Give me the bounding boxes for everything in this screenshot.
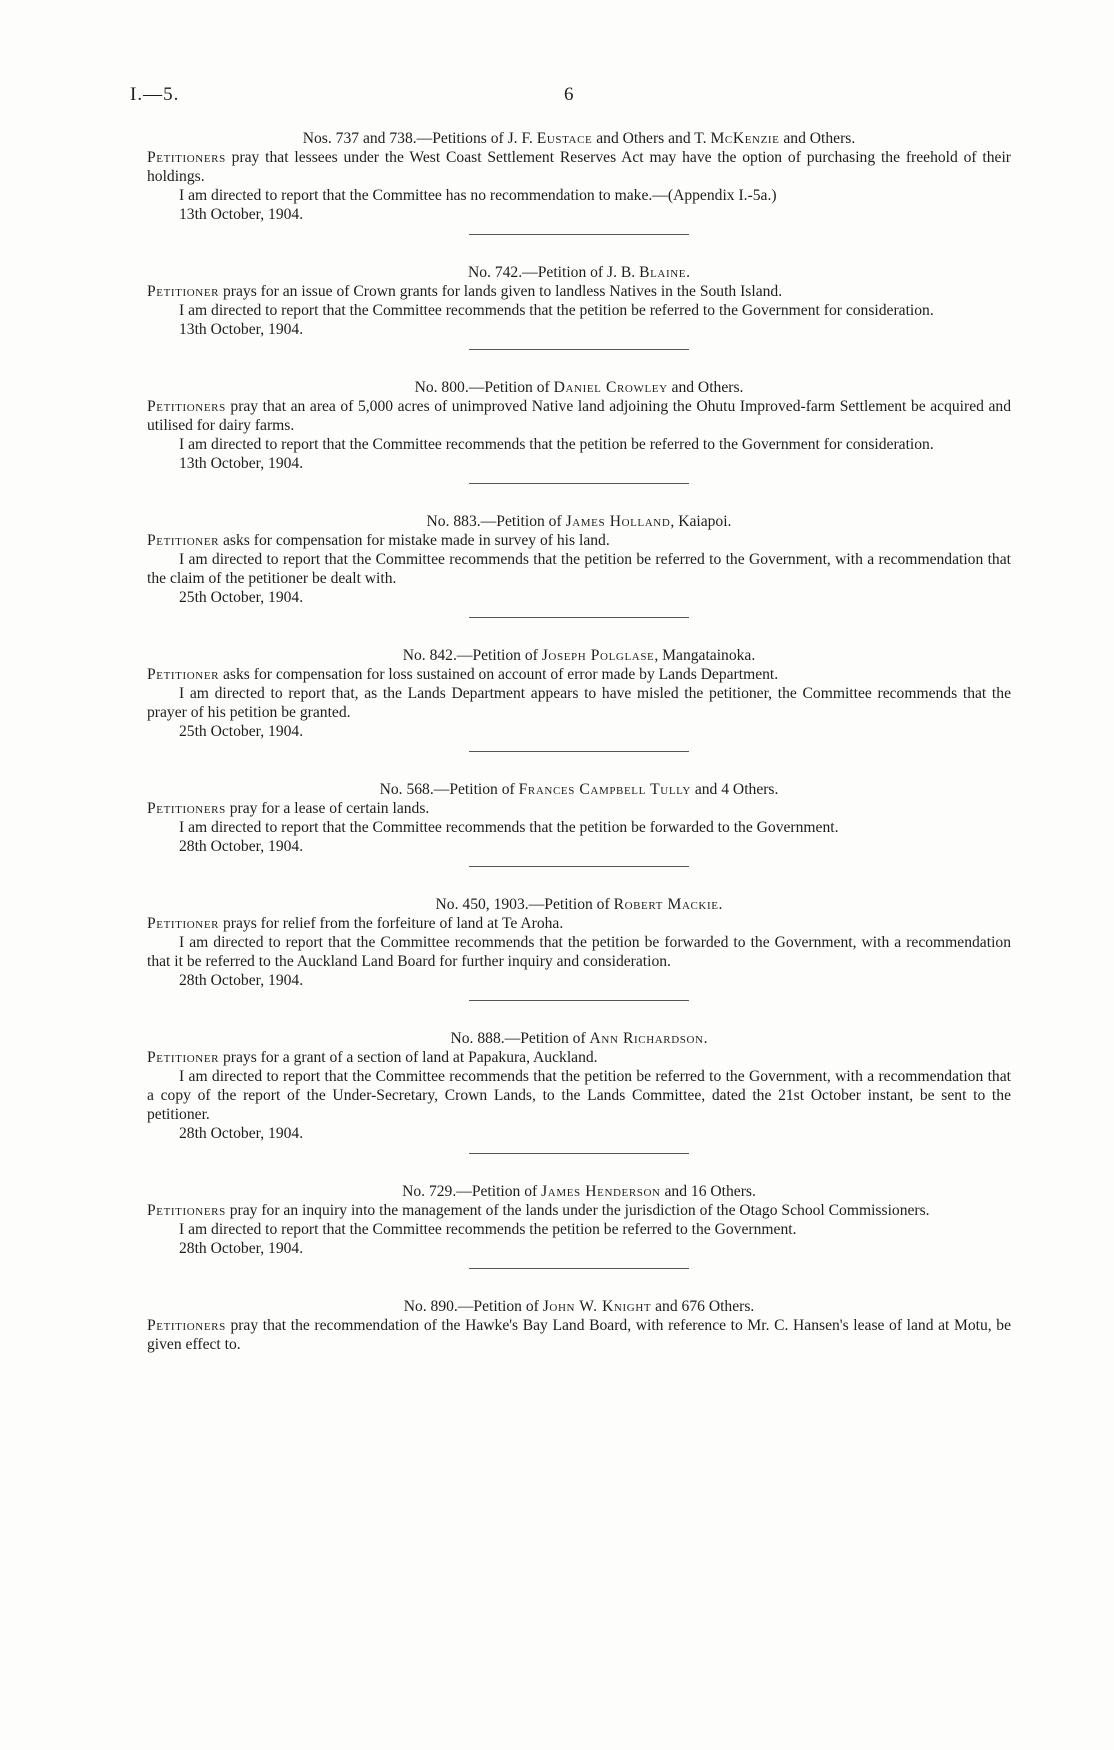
prayer-text <box>147 799 1011 818</box>
title-prefix: No. 883.—Petition of <box>426 513 566 530</box>
separator-rule <box>469 483 689 484</box>
title-prefix: Nos. 737 and 738.—Petitions of J. F. <box>302 130 537 147</box>
petition-entry <box>147 646 1011 752</box>
report-date: 25th October, 1904. <box>179 589 304 606</box>
report-text: I am directed to report that the Committee recommends the petition be referred to the Government. <box>179 1221 797 1238</box>
prayer-body: prays for an issue of Crown grants for lands given to landless Natives in the South Island. <box>219 283 783 300</box>
report-date: 25th October, 1904. <box>179 723 304 740</box>
report-text: I am directed to report that the Committee has no recommendation to make.—(Appendix I.-5a.) <box>179 187 777 204</box>
prayer-body: pray for a lease of certain lands. <box>225 800 430 817</box>
prayer-text <box>147 1316 1011 1354</box>
petition-entry <box>147 378 1011 484</box>
prayer-lead: Petitioners <box>147 149 226 166</box>
separator-rule <box>469 751 689 752</box>
report-date: 28th October, 1904. <box>179 972 304 989</box>
report-text: I am directed to report that the Committee recommends that the petition be forwarded to the Government, with a recommendation that it be referred to the Auckland Land Board for further inquiry and consideration. <box>147 934 1011 970</box>
petitioner-name: James Holland <box>565 513 671 530</box>
separator-rule <box>469 1268 689 1269</box>
petition-entry <box>147 1182 1011 1269</box>
report-text: I am directed to report that the Committee recommends that the petition be referred to the Government, with a recommendation that the claim of the petitioner be dealt with. <box>147 551 1011 587</box>
prayer-text <box>147 1048 1011 1067</box>
report-text: I am directed to report that, as the Lands Department appears to have misled the petitioner, the Committee recommends that the prayer of his petition be granted. <box>147 685 1011 721</box>
page-header <box>130 84 1000 106</box>
petition-title <box>147 378 1011 397</box>
prayer-text <box>147 914 1011 933</box>
title-suffix: and Others. <box>779 130 856 147</box>
prayer-text <box>147 148 1011 186</box>
prayer-body: asks for compensation for mistake made in survey of his land. <box>219 532 610 549</box>
title-prefix: No. 450, 1903.—Petition of <box>435 896 614 913</box>
petitioner-name: Joseph Polglase <box>541 647 655 664</box>
report-date: 28th October, 1904. <box>179 1125 304 1142</box>
report-text: I am directed to report that the Committee recommends that the petition be referred to the Government, with a recommendation that a copy of the report of the Under-Secretary, Crown Lands, to the Lands Committee, dated the 21st October instant, be sent to the petitioner. <box>147 1068 1011 1123</box>
title-prefix: No. 729.—Petition of <box>402 1183 542 1200</box>
prayer-text <box>147 1201 1011 1220</box>
separator-rule <box>469 1000 689 1001</box>
petitioner-name: Eustace <box>536 130 593 147</box>
report-date: 28th October, 1904. <box>179 838 304 855</box>
title-prefix: No. 742.—Petition of J. B. <box>467 264 640 281</box>
prayer-lead: Petitioners <box>147 1317 226 1334</box>
prayer-lead: Petitioner <box>147 283 220 300</box>
petitioner-name: Blaine <box>639 264 687 281</box>
petition-entry <box>147 895 1011 1001</box>
page-number: 6 <box>564 84 574 105</box>
prayer-text <box>147 665 1011 684</box>
petition-entry <box>147 263 1011 350</box>
prayer-body: pray that an area of 5,000 acres of unimproved Native land adjoining the Ohutu Improved-farm Settlement be acquired and utilised for dairy farms. <box>147 398 1011 434</box>
petitioner-name: Ann Richardson <box>589 1030 704 1047</box>
prayer-lead: Petitioners <box>147 1202 226 1219</box>
petition-title <box>147 1297 1011 1316</box>
petition-title <box>147 129 1011 148</box>
separator-rule <box>469 866 689 867</box>
petition-list <box>147 129 1011 1354</box>
petitioner-name: James Henderson <box>541 1183 661 1200</box>
prayer-lead: Petitioner <box>147 915 220 932</box>
prayer-text <box>147 531 1011 550</box>
report-date: 13th October, 1904. <box>179 455 304 472</box>
prayer-body: prays for relief from the forfeiture of land at Te Aroha. <box>219 915 564 932</box>
petition-entry <box>147 512 1011 618</box>
separator-rule <box>469 349 689 350</box>
prayer-lead: Petitioners <box>147 398 226 415</box>
petition-title <box>147 512 1011 531</box>
report-text: I am directed to report that the Committee recommends that the petition be referred to the Government for consideration. <box>179 302 934 319</box>
prayer-lead: Petitioner <box>147 532 220 549</box>
title-suffix: . <box>718 896 723 913</box>
prayer-body: asks for compensation for loss sustained on account of error made by Lands Department. <box>219 666 779 683</box>
title-suffix: and 4 Others. <box>690 781 779 798</box>
title-mid: and Others and T. <box>592 130 711 147</box>
petition-title <box>147 895 1011 914</box>
petitioner-name: Robert Mackie <box>613 896 719 913</box>
petitioner-name: Daniel Crowley <box>553 379 668 396</box>
title-suffix: and 16 Others. <box>660 1183 756 1200</box>
report-text: I am directed to report that the Committee recommends that the petition be forwarded to the Government. <box>179 819 839 836</box>
title-prefix: No. 800.—Petition of <box>414 379 554 396</box>
title-suffix: . <box>686 264 690 281</box>
title-suffix: , Mangatainoka. <box>654 647 756 664</box>
petition-title <box>147 263 1011 282</box>
petition-entry <box>147 129 1011 235</box>
petitioner-name: Frances Campbell Tully <box>518 781 691 798</box>
petition-title <box>147 646 1011 665</box>
report-date: 13th October, 1904. <box>179 206 304 223</box>
prayer-lead: Petitioners <box>147 800 226 817</box>
petitioner-name-2: McKenzie <box>710 130 780 147</box>
petition-entry <box>147 780 1011 867</box>
report-date: 28th October, 1904. <box>179 1240 304 1257</box>
separator-rule <box>469 1153 689 1154</box>
prayer-body: prays for a grant of a section of land at Papakura, Auckland. <box>219 1049 598 1066</box>
title-prefix: No. 888.—Petition of <box>450 1030 590 1047</box>
prayer-text <box>147 282 1011 301</box>
report-text: I am directed to report that the Committee recommends that the petition be referred to the Government for consideration. <box>179 436 934 453</box>
prayer-body: pray that lessees under the West Coast Settlement Reserves Act may have the option of purchasing the freehold of their holdings. <box>147 149 1011 185</box>
title-prefix: No. 890.—Petition of <box>403 1298 543 1315</box>
report-date: 13th October, 1904. <box>179 321 304 338</box>
prayer-body: pray for an inquiry into the management of the lands under the jurisdiction of the Otago School Commissioners. <box>225 1202 930 1219</box>
petition-title <box>147 1182 1011 1201</box>
title-suffix: and Others. <box>667 379 744 396</box>
prayer-text <box>147 397 1011 435</box>
separator-rule <box>469 234 689 235</box>
petition-entry <box>147 1029 1011 1154</box>
title-prefix: No. 568.—Petition of <box>379 781 519 798</box>
petition-entry <box>147 1297 1011 1354</box>
title-suffix: , Kaiapoi. <box>670 513 732 530</box>
title-suffix: . <box>703 1030 708 1047</box>
title-suffix: and 676 Others. <box>651 1298 755 1315</box>
title-prefix: No. 842.—Petition of <box>402 647 542 664</box>
prayer-lead: Petitioner <box>147 1049 220 1066</box>
petitioner-name: John W. Knight <box>542 1298 652 1315</box>
prayer-lead: Petitioner <box>147 666 220 683</box>
petition-title <box>147 1029 1011 1048</box>
prayer-body: pray that the recommendation of the Hawke's Bay Land Board, with reference to Mr. C. Hansen's lease of land at Motu, be given effect to. <box>147 1317 1011 1353</box>
separator-rule <box>469 617 689 618</box>
petition-title <box>147 780 1011 799</box>
document-reference: I.—5. <box>130 84 180 105</box>
